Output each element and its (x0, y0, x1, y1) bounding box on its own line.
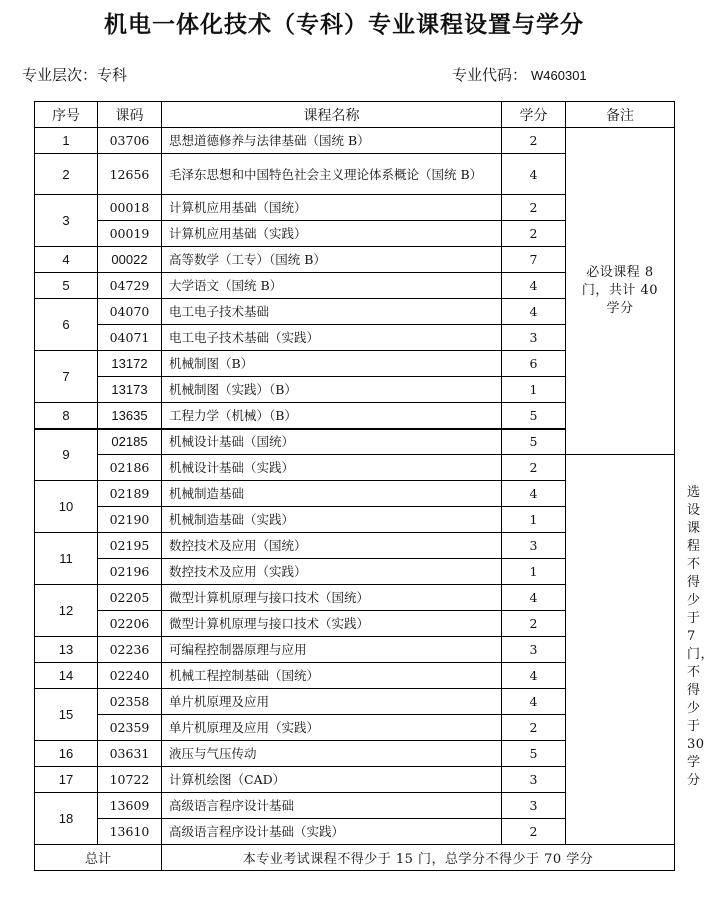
row-name: 数控技术及应用（国统） (162, 533, 502, 559)
row-credit: 2 (502, 715, 566, 741)
row-credit: 1 (502, 377, 566, 403)
row-name: 单片机原理及应用（实践） (162, 715, 502, 741)
row-name: 液压与气压传动 (162, 741, 502, 767)
row-name: 大学语文（国统 B） (162, 273, 502, 299)
row-seq: 9 (35, 429, 98, 481)
row-credit: 4 (502, 689, 566, 715)
row-code: 03631 (98, 741, 162, 767)
row-code: 04729 (98, 273, 162, 299)
row-seq: 10 (35, 481, 98, 533)
row-credit: 4 (502, 299, 566, 325)
course-table (34, 101, 714, 871)
row-name: 机械制图（实践）（B） (162, 377, 502, 403)
major-level (22, 64, 127, 85)
row-credit: 5 (502, 741, 566, 767)
row-name: 计算机绘图（CAD） (162, 767, 502, 793)
header-credit: 学分 (502, 102, 566, 128)
table-row (35, 455, 675, 481)
header-code: 课码 (98, 102, 162, 128)
row-name: 高等数学（工专）（国统 B） (162, 247, 502, 273)
row-code: 12656 (98, 154, 162, 195)
row-name: 可编程控制器原理与应用 (162, 637, 502, 663)
header-note: 备注 (566, 102, 675, 128)
row-code: 10722 (98, 767, 162, 793)
table-row (35, 533, 675, 559)
row-name: 思想道德修养与法律基础（国统 B） (162, 128, 502, 154)
row-seq: 15 (35, 689, 98, 741)
row-name: 机械制图（B） (162, 351, 502, 377)
table-row (35, 767, 675, 793)
row-code: 02190 (98, 507, 162, 533)
row-name: 毛泽东思想和中国特色社会主义理论体系概论（国统 B） (162, 154, 502, 195)
row-code: 02185 (98, 429, 162, 455)
row-name: 机械制造基础 (162, 481, 502, 507)
row-credit: 3 (502, 793, 566, 819)
row-credit: 3 (502, 767, 566, 793)
row-name: 机械工程控制基础（国统） (162, 663, 502, 689)
table-row (35, 741, 675, 767)
row-credit: 7 (502, 247, 566, 273)
row-seq: 16 (35, 741, 98, 767)
row-code: 02195 (98, 533, 162, 559)
row-seq: 14 (35, 663, 98, 689)
row-credit: 5 (502, 403, 566, 429)
row-code: 02205 (98, 585, 162, 611)
table-row (35, 689, 675, 715)
page-title: 机电一体化技术（专科）专业课程设置与学分 (104, 11, 584, 38)
note-required: 必设课程 8 门，共计 40 学分 (566, 128, 675, 455)
row-credit: 1 (502, 507, 566, 533)
row-credit: 3 (502, 325, 566, 351)
row-credit: 5 (502, 429, 566, 455)
total-row (35, 845, 675, 871)
row-code: 13635 (98, 403, 162, 429)
table-row (35, 819, 675, 845)
row-code: 02189 (98, 481, 162, 507)
table-row (35, 715, 675, 741)
row-credit: 4 (502, 154, 566, 195)
major-code-value: W460301 (531, 68, 587, 83)
table-row (35, 128, 675, 154)
row-code: 13610 (98, 819, 162, 845)
row-credit: 4 (502, 481, 566, 507)
row-credit: 2 (502, 195, 566, 221)
row-seq: 4 (35, 247, 98, 273)
table-row (35, 559, 675, 585)
row-code: 02196 (98, 559, 162, 585)
row-credit: 2 (502, 221, 566, 247)
row-credit: 2 (502, 455, 566, 481)
row-code: 00018 (98, 195, 162, 221)
row-credit: 3 (502, 533, 566, 559)
table-row (35, 611, 675, 637)
row-code: 02236 (98, 637, 162, 663)
row-name: 微型计算机原理与接口技术（实践） (162, 611, 502, 637)
row-code: 02358 (98, 689, 162, 715)
major-code (452, 64, 587, 85)
row-seq: 3 (35, 195, 98, 247)
row-name: 单片机原理及应用 (162, 689, 502, 715)
row-code: 02186 (98, 455, 162, 481)
row-seq: 2 (35, 154, 98, 195)
row-seq: 8 (35, 403, 98, 429)
row-credit: 2 (502, 611, 566, 637)
row-code: 02240 (98, 663, 162, 689)
row-seq: 13 (35, 637, 98, 663)
row-credit: 2 (502, 819, 566, 845)
major-level-value: 专科 (97, 67, 128, 84)
row-seq: 7 (35, 351, 98, 403)
row-name: 高级语言程序设计基础（实践） (162, 819, 502, 845)
row-seq: 6 (35, 299, 98, 351)
row-name: 微型计算机原理与接口技术（国统） (162, 585, 502, 611)
table-row (35, 585, 675, 611)
row-name: 高级语言程序设计基础 (162, 793, 502, 819)
total-label: 总计 (35, 845, 162, 871)
row-credit: 4 (502, 273, 566, 299)
row-seq: 17 (35, 767, 98, 793)
row-code: 13609 (98, 793, 162, 819)
row-code: 02206 (98, 611, 162, 637)
row-code: 00019 (98, 221, 162, 247)
row-seq: 1 (35, 128, 98, 154)
table-row (35, 793, 675, 819)
row-name: 工程力学（机械）（B） (162, 403, 502, 429)
row-code: 02359 (98, 715, 162, 741)
row-name: 机械设计基础（实践） (162, 455, 502, 481)
row-code: 04071 (98, 325, 162, 351)
row-name: 机械制造基础（实践） (162, 507, 502, 533)
major-code-label: 专业代码： (452, 67, 528, 84)
row-name: 计算机应用基础（国统） (162, 195, 502, 221)
table-row (35, 663, 675, 689)
row-code: 04070 (98, 299, 162, 325)
row-code: 13173 (98, 377, 162, 403)
row-seq: 18 (35, 793, 98, 845)
row-seq: 11 (35, 533, 98, 585)
row-credit: 4 (502, 585, 566, 611)
table-row (35, 481, 675, 507)
table-row (35, 507, 675, 533)
row-name: 电工电子技术基础（实践） (162, 325, 502, 351)
row-name: 电工电子技术基础 (162, 299, 502, 325)
row-name: 数控技术及应用（实践） (162, 559, 502, 585)
row-seq: 12 (35, 585, 98, 637)
row-credit: 1 (502, 559, 566, 585)
header-seq: 序号 (35, 102, 98, 128)
row-credit: 4 (502, 663, 566, 689)
total-text: 本专业考试课程不得少于 15 门，总学分不得少于 70 学分 (162, 845, 675, 871)
table-header-row (35, 102, 675, 128)
row-seq: 5 (35, 273, 98, 299)
major-level-label: 专业层次： (22, 67, 98, 84)
header-name: 课程名称 (162, 102, 502, 128)
row-name: 计算机应用基础（实践） (162, 221, 502, 247)
table-row: 9 02185 机械设计基础（国统） 5 选设课程不得少于 7 门，不得少于 30 学分 (35, 429, 675, 455)
row-code: 13172 (98, 351, 162, 377)
row-code: 03706 (98, 128, 162, 154)
row-name: 机械设计基础（国统） (162, 429, 502, 455)
row-credit: 2 (502, 128, 566, 154)
row-code: 00022 (98, 247, 162, 273)
table-row (35, 637, 675, 663)
row-credit: 6 (502, 351, 566, 377)
row-credit: 3 (502, 637, 566, 663)
